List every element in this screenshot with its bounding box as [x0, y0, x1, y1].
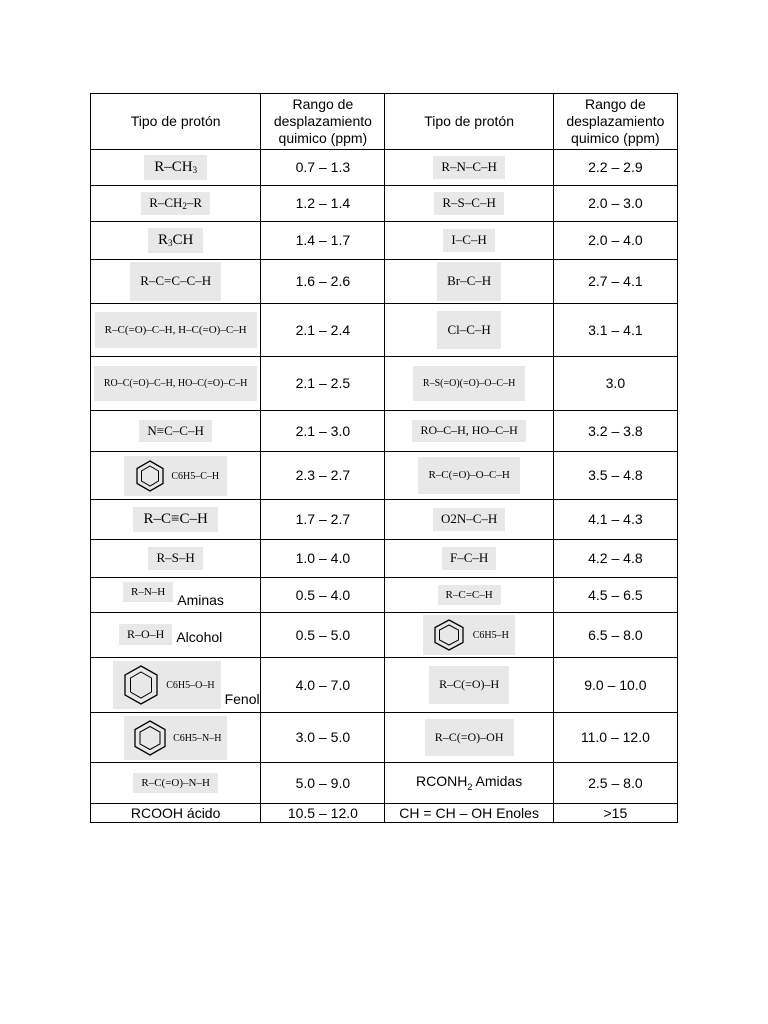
proton-structure: F–C–H	[385, 540, 553, 578]
table-row	[91, 804, 678, 823]
shift-range: 1.0 – 4.0	[261, 540, 385, 578]
proton-structure: C6H5–H	[385, 613, 553, 658]
table-row	[91, 304, 678, 357]
shift-range: 0.5 – 4.0	[261, 578, 385, 613]
table-row	[91, 713, 678, 763]
shift-range: 2.2 – 2.9	[553, 150, 677, 186]
shift-range: 0.7 – 1.3	[261, 150, 385, 186]
proton-structure: $R_3CH$	[91, 222, 261, 260]
header-row	[91, 94, 678, 150]
shift-range: 2.7 – 4.1	[553, 260, 677, 304]
shift-range: 4.2 – 4.8	[553, 540, 677, 578]
proton-structure: C6H5–N–H	[91, 713, 261, 763]
header-proton-type: Tipo de protón	[91, 94, 261, 150]
proton-structure: $R-CH_2-R$	[91, 186, 261, 222]
header-shift-range: Rango de desplazamiento quimico (ppm)	[553, 94, 677, 150]
proton-structure: CH = CH – OH Enoles	[385, 804, 553, 823]
table-row	[91, 260, 678, 304]
header-proton-type: Tipo de protón	[385, 94, 553, 150]
benzene-ring-icon	[429, 618, 469, 652]
shift-range: 4.5 – 6.5	[553, 578, 677, 613]
shift-range: 3.0 – 5.0	[261, 713, 385, 763]
proton-structure: $RCONH_2$ Amidas	[385, 763, 553, 804]
shift-range: 4.1 – 4.3	[553, 500, 677, 540]
proton-structure: R–C=C–H	[385, 578, 553, 613]
shift-range: 2.3 – 2.7	[261, 452, 385, 500]
table-row	[91, 452, 678, 500]
benzene-ring-icon	[132, 458, 168, 494]
shift-range: 10.5 – 12.0	[261, 804, 385, 823]
shift-range: 6.5 – 8.0	[553, 613, 677, 658]
proton-structure: R–C(=O)–C–H, H–C(=O)–C–H	[91, 304, 261, 357]
proton-structure: I–C–H	[385, 222, 553, 260]
table-row	[91, 150, 678, 186]
shift-range: 3.1 – 4.1	[553, 304, 677, 357]
proton-structure: RO–C(=O)–C–H, HO–C(=O)–C–H	[91, 357, 261, 411]
shift-range: 9.0 – 10.0	[553, 658, 677, 713]
proton-structure: R–O–H Alcohol	[91, 613, 261, 658]
table-row	[91, 411, 678, 452]
proton-structure: R–N–C–H	[385, 150, 553, 186]
shift-range: 2.1 – 2.4	[261, 304, 385, 357]
shift-range: >15	[553, 804, 677, 823]
proton-structure: R–S–H	[91, 540, 261, 578]
shift-range: 3.5 – 4.8	[553, 452, 677, 500]
shift-range: 1.6 – 2.6	[261, 260, 385, 304]
shift-range: 4.0 – 7.0	[261, 658, 385, 713]
table-row	[91, 613, 678, 658]
proton-structure: R–S–C–H	[385, 186, 553, 222]
proton-structure: R–C≡C–H	[91, 500, 261, 540]
header-shift-range: Rango de desplazamiento quimico (ppm)	[261, 94, 385, 150]
proton-structure: C6H5–C–H	[91, 452, 261, 500]
shift-range: 2.1 – 2.5	[261, 357, 385, 411]
proton-structure: C6H5–O–HFenol	[91, 658, 261, 713]
proton-structure: Br–C–H	[385, 260, 553, 304]
shift-range: 1.7 – 2.7	[261, 500, 385, 540]
shift-range: 3.0	[553, 357, 677, 411]
table-row	[91, 357, 678, 411]
proton-structure: O2N–C–H	[385, 500, 553, 540]
proton-structure: R–C=C–C–H	[91, 260, 261, 304]
table-row	[91, 578, 678, 613]
shift-range: 2.1 – 3.0	[261, 411, 385, 452]
proton-structure: $R-CH_3$	[91, 150, 261, 186]
proton-structure: Cl–C–H	[385, 304, 553, 357]
shift-range: 2.0 – 4.0	[553, 222, 677, 260]
shift-range: 1.2 – 1.4	[261, 186, 385, 222]
nmr-shift-table	[90, 93, 678, 823]
benzene-ring-icon	[119, 663, 163, 707]
shift-range: 11.0 – 12.0	[553, 713, 677, 763]
shift-range: 0.5 – 5.0	[261, 613, 385, 658]
shift-range: 2.0 – 3.0	[553, 186, 677, 222]
proton-structure: R–C(=O)–OH	[385, 713, 553, 763]
proton-structure: R–S(=O)(=O)–O–C–H	[385, 357, 553, 411]
proton-structure: RCOOH ácido	[91, 804, 261, 823]
shift-range: 3.2 – 3.8	[553, 411, 677, 452]
table-row	[91, 763, 678, 804]
proton-structure: R–C(=O)–O–C–H	[385, 452, 553, 500]
table-row	[91, 222, 678, 260]
benzene-ring-icon	[130, 718, 170, 758]
shift-range: 5.0 – 9.0	[261, 763, 385, 804]
proton-structure: R–N–H Aminas	[91, 578, 261, 613]
proton-structure: N≡C–C–H	[91, 411, 261, 452]
proton-structure: RO–C–H, HO–C–H	[385, 411, 553, 452]
shift-range: 1.4 – 1.7	[261, 222, 385, 260]
proton-structure: R–C(=O)–H	[385, 658, 553, 713]
shift-range: 2.5 – 8.0	[553, 763, 677, 804]
proton-structure: R–C(=O)–N–H	[91, 763, 261, 804]
table-row	[91, 186, 678, 222]
table-row	[91, 658, 678, 713]
table-row	[91, 540, 678, 578]
table-row	[91, 500, 678, 540]
